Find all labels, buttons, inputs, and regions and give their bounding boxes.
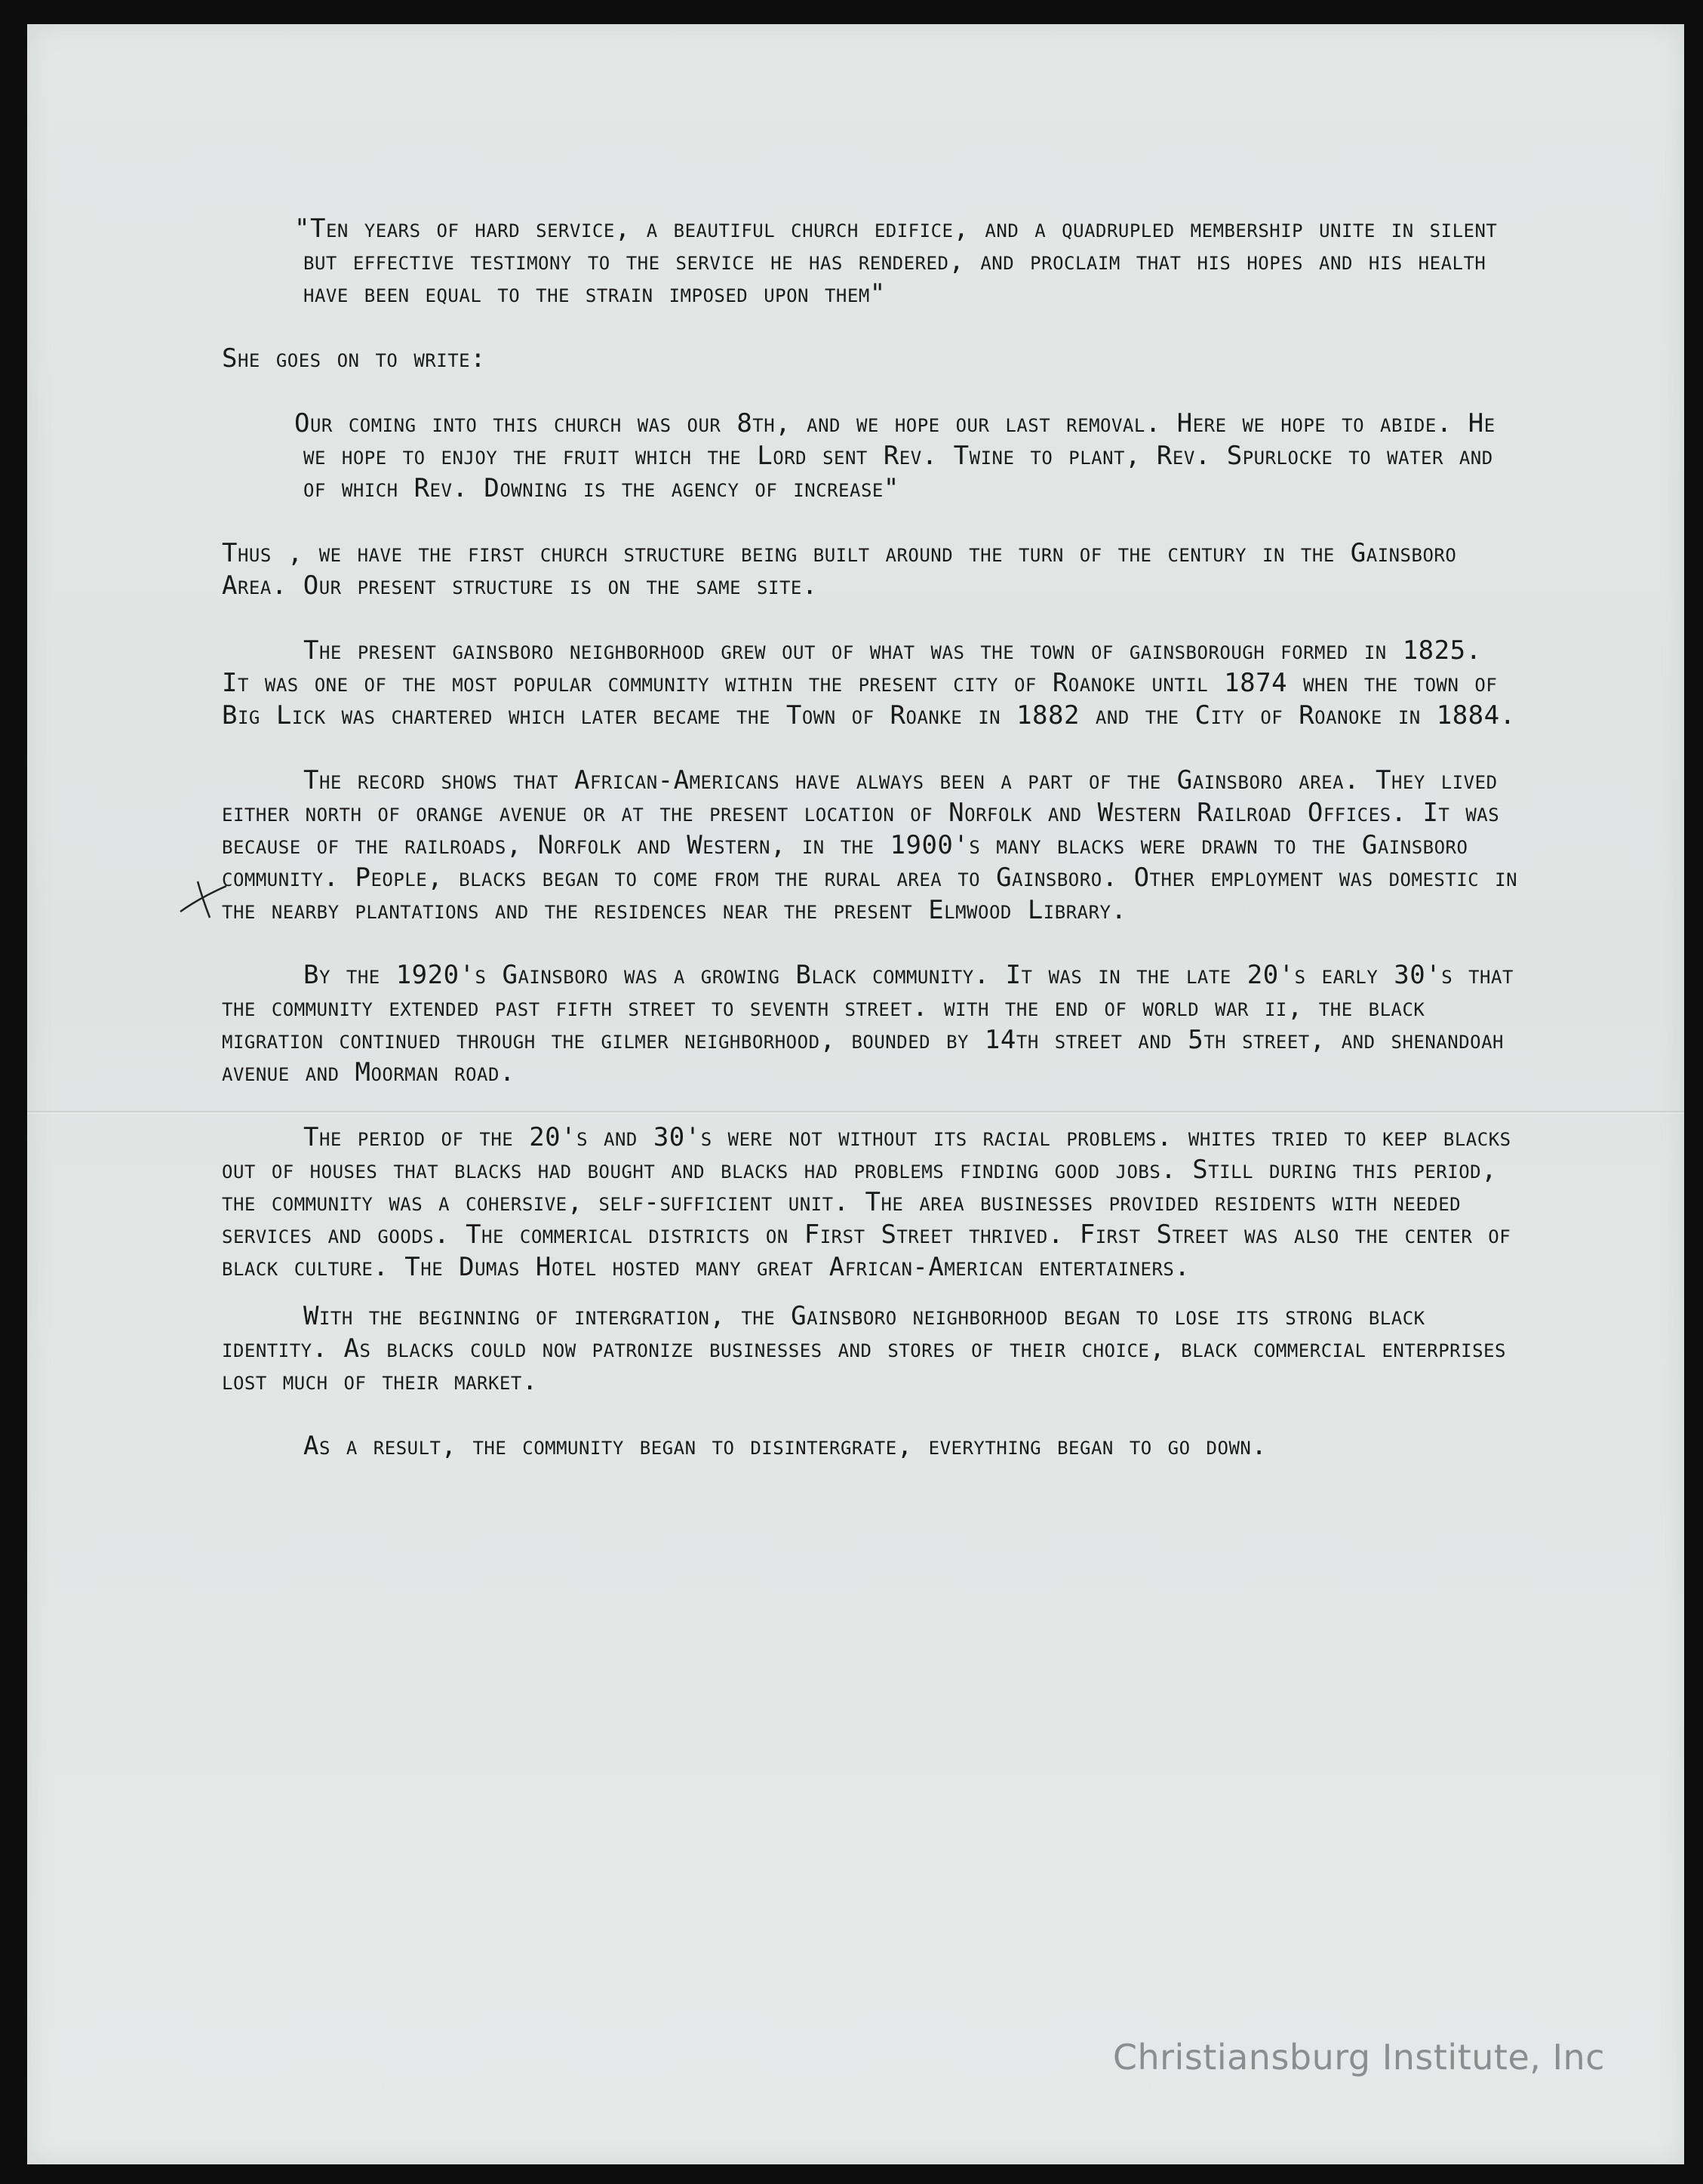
paragraph-1920s: By the 1920's Gainsboro was a growing Black community. It was in the late 20's early 30's that the community extended past fifth street to seventh street. with the end of world war ii, the black migration continued through the gilmer neighborhood, bounded by 14th street and 5th street, and shenandoah avenue and Moorman road. — [222, 960, 1514, 1087]
paragraph-period: The period of the 20's and 30's were not without its racial problems. whites tried to keep blacks out of houses that blacks had bought and blacks had problems finding good jobs. Still during this period, the community was a cohersive, self-sufficient unit. The area businesses provided residents with needed services and goods. The commerical districts on First Street thrived. First Street was also the center of black culture. The Dumas Hotel hosted many great African-American entertainers. — [222, 1122, 1511, 1282]
paragraph-quote-2: Our coming into this church was our 8th, and we hope our last removal. Here we hope to abide. He we hope to enjoy the fruit which the Lord sent Rev. Twine to plant, Rev. Spurlocke to water and of which Rev. Downing is the agency of increase" — [294, 408, 1496, 503]
paragraph-quote-1: "Ten years of hard service, a beautiful church edifice, and a quadrupled membership unite in silent but effective testimony to the service he has rendered, and proclaim that his hopes and his health have been equal to the strain imposed upon them" — [294, 214, 1498, 309]
paragraph-result: As a result, the community began to disintergrate, everything began to go down. — [303, 1431, 1268, 1461]
document-body — [222, 213, 1520, 1495]
document-page — [27, 24, 1684, 2164]
paragraph-thus: Thus , we have the first church structure being built around the turn of the century in the Gainsboro Area. Our present structure is on the same site. — [222, 538, 1457, 601]
paragraph-intro: She goes on to write: — [222, 343, 487, 374]
paragraph-history: The present gainsboro neighborhood grew out of what was the town of gainsborough formed in 1825. It was one of the most popular community within the present city of Roanoke until 1874 when the town of Big Lick was chartered which later became the Town of Roanke in 1882 and the City of Roanoke in 1884. — [222, 635, 1516, 731]
paragraph-integration: With the beginning of intergration, the Gainsboro neighborhood began to lose its strong black identity. As blacks could now patronize businesses and stores of their choice, black commercial enterprises lost much of their market. — [222, 1301, 1506, 1396]
handwritten-x-mark — [177, 875, 229, 921]
watermark-text: Christiansburg Institute, Inc — [1112, 2037, 1605, 2078]
paragraph-record: The record shows that African-Americans have always been a part of the Gainsboro area. They lived either north of orange avenue or at the present location of Norfolk and Western Railroad Offices. It was because of the railroads, Norfolk and Western, in the 1900's many blacks were drawn to the Gainsboro community. People, blacks began to come from the rural area to Gainsboro. Other employment was domestic in the nearby plantations and the residences near the present Elmwood Library. — [222, 765, 1518, 925]
